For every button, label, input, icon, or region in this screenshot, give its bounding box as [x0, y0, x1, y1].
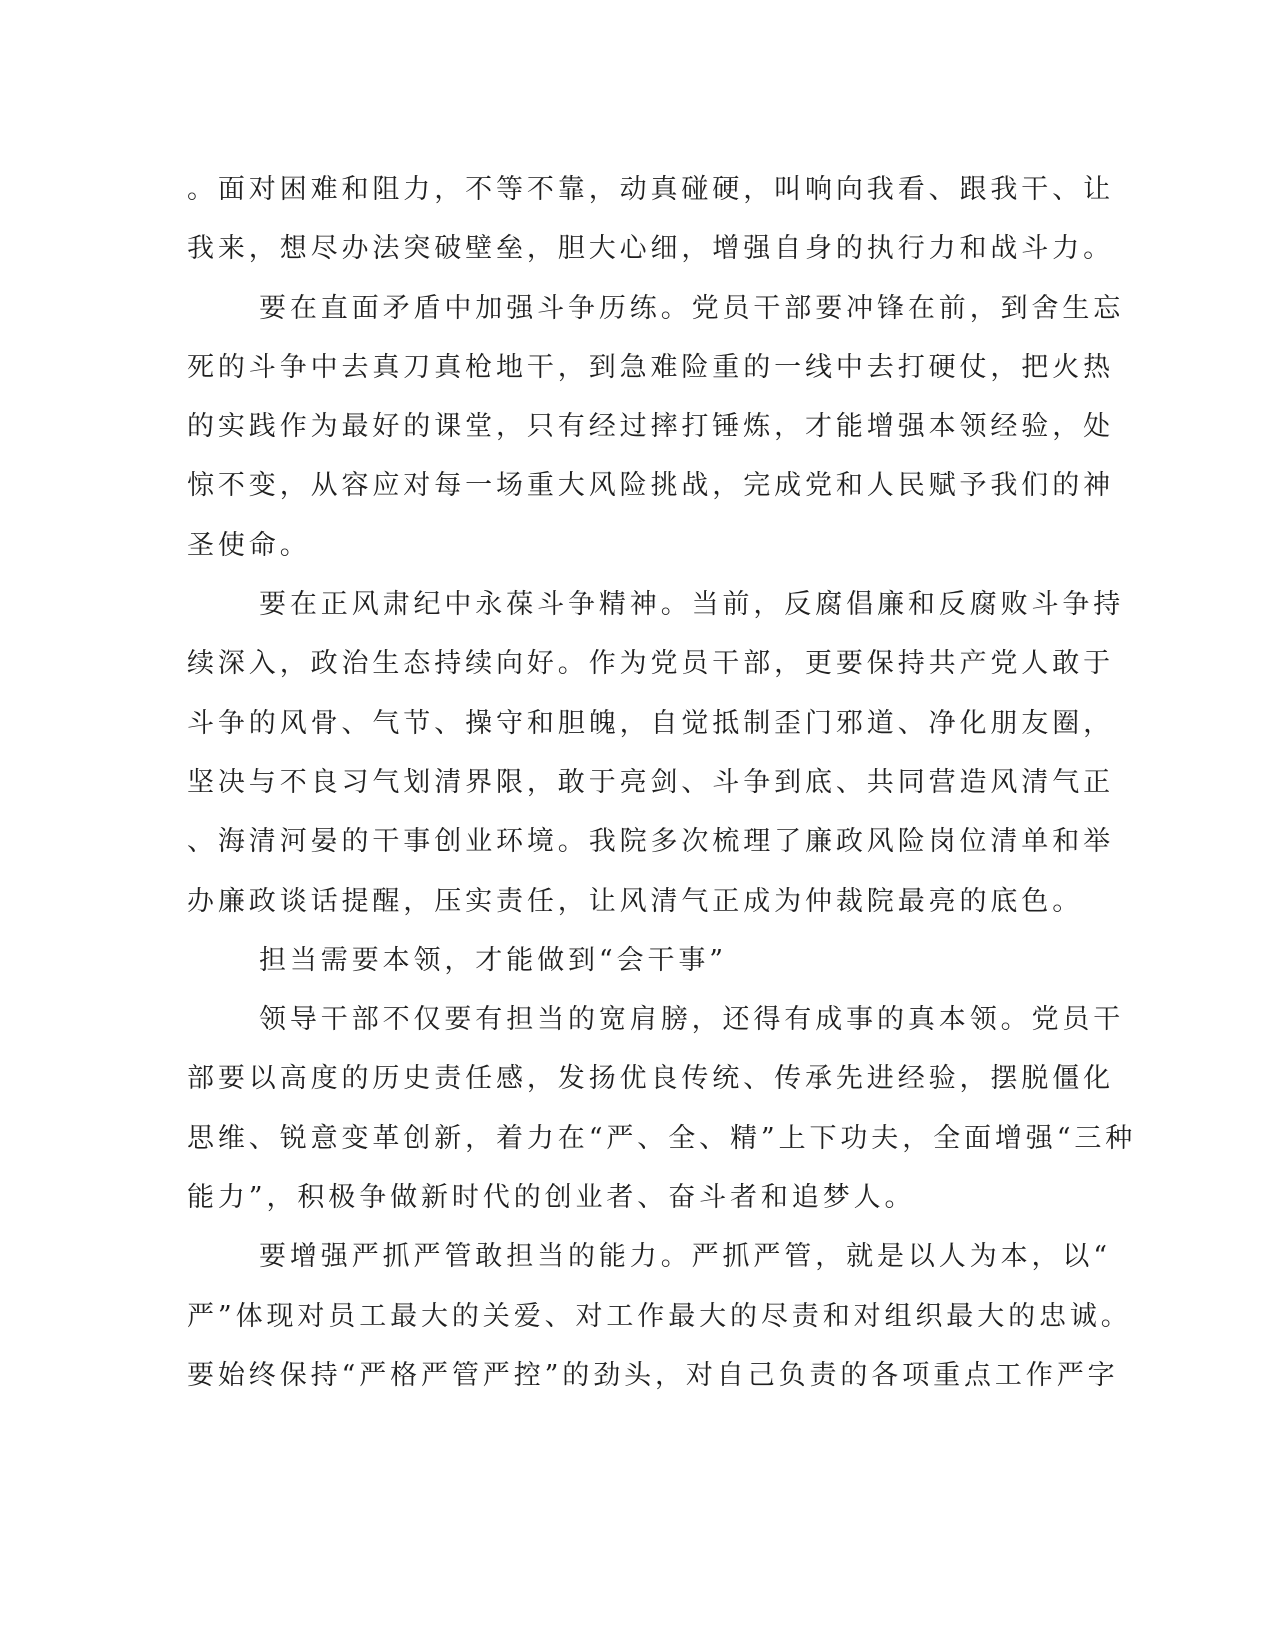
text-line: 续深入，政治生态持续向好。作为党员干部，更要保持共产党人敢于	[187, 648, 1114, 680]
text-line: 能力”，积极争做新时代的创业者、奋斗者和追梦人。	[187, 1182, 916, 1214]
text-line: 要增强严抓严管敢担当的能力。严抓严管，就是以人为本，以“	[259, 1241, 1112, 1273]
text-line: 坚决与不良习气划清界限，敢于亮剑、斗争到底、共同营造风清气正	[187, 766, 1114, 798]
text-line: 圣使命。	[187, 529, 311, 561]
text-line: 部要以高度的历史责任感，发扬优良传统、传承先进经验，摆脱僵化	[187, 1063, 1114, 1095]
text-line: 严”体现对员工最大的关爱、对工作最大的尽责和对组织最大的忠诚。	[187, 1300, 1132, 1332]
text-line: 死的斗争中去真刀真枪地干，到急难险重的一线中去打硬仗，把火热	[187, 351, 1114, 383]
text-line: 的实践作为最好的课堂，只有经过摔打锤炼，才能增强本领经验，处	[187, 411, 1114, 443]
text-line: 我来，想尽办法突破壁垒，胆大心细，增强自身的执行力和战斗力。	[187, 233, 1114, 265]
text-line: 惊不变，从容应对每一场重大风险挑战，完成党和人民赋予我们的神	[187, 470, 1114, 502]
text-line: 领导干部不仅要有担当的宽肩膀，还得有成事的真本领。党员干	[259, 1004, 1125, 1036]
text-line: 斗争的风骨、气节、操守和胆魄，自觉抵制歪门邪道、净化朋友圈，	[187, 707, 1114, 739]
body-text	[187, 160, 1137, 1405]
text-line: 、海清河晏的干事创业环境。我院多次梳理了廉政风险岗位清单和举	[187, 826, 1114, 858]
text-line: 要在正风肃纪中永葆斗争精神。当前，反腐倡廉和反腐败斗争持	[259, 589, 1125, 621]
text-line: 。面对困难和阻力，不等不靠，动真碰硬，叫响向我看、跟我干、让	[187, 174, 1114, 205]
text-line: 办廉政谈话提醒，压实责任，让风清气正成为仲裁院最亮的底色。	[187, 885, 1084, 917]
text-line: 担当需要本领，才能做到“会干事”	[259, 944, 728, 976]
text-line: 思维、锐意变革创新，着力在“严、全、精”上下功夫，全面增强“三种	[187, 1122, 1137, 1154]
text-line: 要始终保持“严格严管严控”的劲头，对自己负责的各项重点工作严字	[187, 1359, 1119, 1391]
text-line: 要在直面矛盾中加强斗争历练。党员干部要冲锋在前，到舍生忘	[259, 292, 1125, 324]
